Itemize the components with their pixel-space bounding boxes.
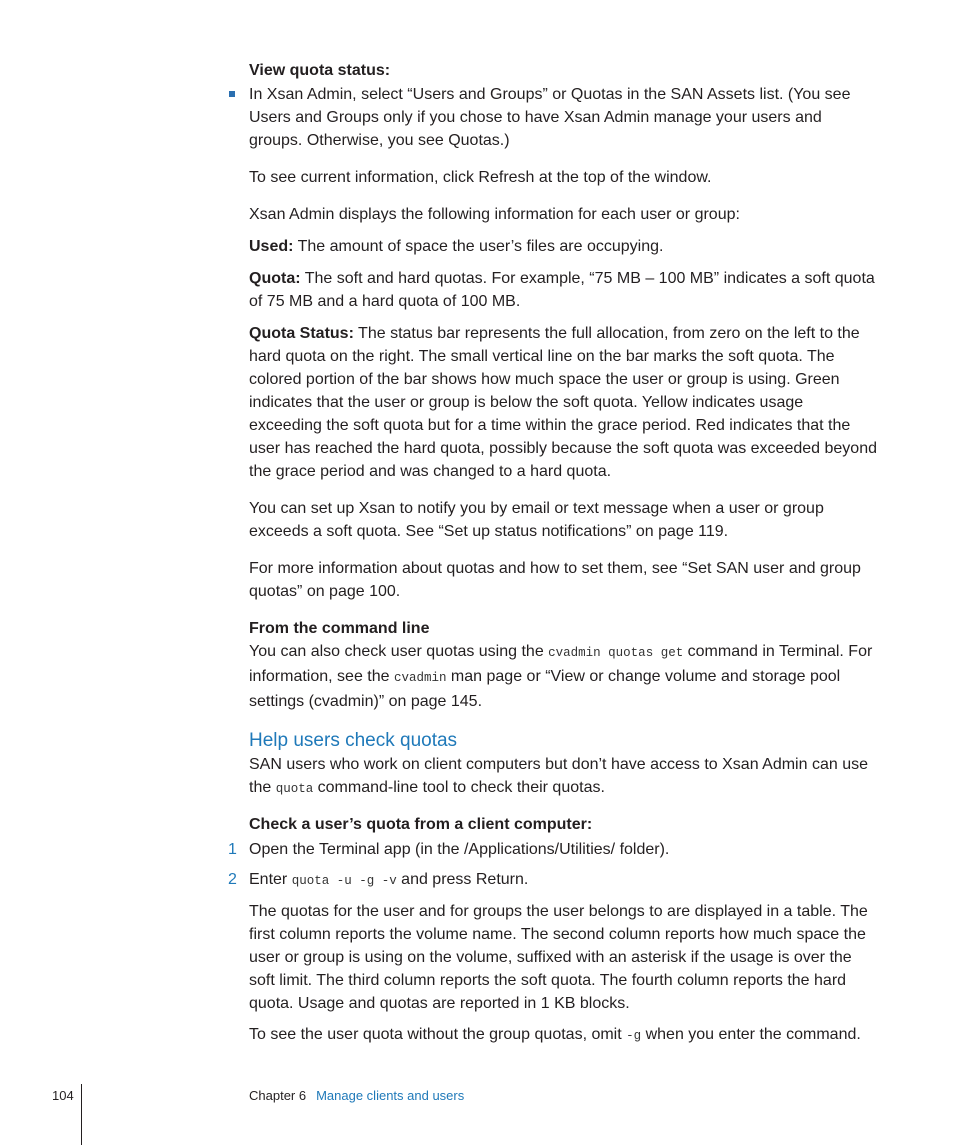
chapter-title: Manage clients and users <box>316 1088 465 1103</box>
step-2-pre: Enter <box>249 871 292 888</box>
bullet-paragraph: In Xsan Admin, select “Users and Groups” or Quotas in the SAN Assets list. (You see Users and Groups only if you chose to have Xsan Admin manage your users and groups. Otherwise, you see Quotas.) <box>249 86 851 149</box>
quota-text: The soft and hard quotas. For example, “75 MB – 100 MB” indicates a soft quota of 75 MB and a hard quota of 100 MB. <box>249 270 875 310</box>
step-2-text <box>249 868 879 893</box>
quota-status-definition <box>249 322 879 483</box>
quota-code: quota <box>275 782 314 796</box>
footer-chapter <box>249 1087 464 1105</box>
check-quota-title: Check a user’s quota from a client computer: <box>249 816 593 833</box>
page-number: 104 <box>52 1088 74 1103</box>
section-heading: Help users check quotas <box>249 730 458 751</box>
command-line-text-2: command in Terminal. For information, see the <box>249 643 873 685</box>
footer-divider <box>81 1084 82 1145</box>
step-2-number: 2 <box>228 871 237 888</box>
step-2-post: and press Return. <box>396 871 529 888</box>
displays-paragraph: Xsan Admin displays the following information for each user or group: <box>249 206 740 223</box>
cvadmin-code: cvadmin <box>393 671 447 685</box>
used-definition <box>249 235 879 258</box>
quota-definition <box>249 267 879 313</box>
bullet-icon <box>229 91 235 97</box>
omit-post: when you enter the command. <box>641 1026 861 1043</box>
help-intro-text-2: command-line tool to check their quotas. <box>313 779 605 796</box>
quota-command-code: quota -u -g -v <box>291 874 397 888</box>
step-1-number: 1 <box>228 841 237 858</box>
quota-status-text: The status bar represents the full allocation, from zero on the left to the hard quota on the right. The small vertical line on the bar marks the soft quota. The colored portion of the bar shows how much space the user or group is using. Green indicates that the user or group is below the soft quota. Yellow indicates usage exceeding the soft quota but for a time within the grace period. Red indicates that the user has reached the hard quota, possibly because the soft quota was exceeded beyond the grace period and was changed to a hard quota. <box>249 325 877 480</box>
used-term: Used: <box>249 238 294 255</box>
cvadmin-quotas-code: cvadmin quotas get <box>548 646 684 660</box>
view-quota-status-title: View quota status: <box>249 62 391 79</box>
omit-pre: To see the user quota without the group quotas, omit <box>249 1026 627 1043</box>
more-info-paragraph: For more information about quotas and how to set them, see “Set SAN user and group quotas” on page 100. <box>249 560 861 600</box>
command-line-title: From the command line <box>249 620 430 637</box>
chapter-label: Chapter 6 <box>249 1088 307 1103</box>
quota-term: Quota: <box>249 270 301 287</box>
table-description-paragraph: The quotas for the user and for groups the user belongs to are displayed in a table. The first column reports the volume name. The second column reports how much space the user or group is using on the volume, suffixed with an asterisk if the usage is over the soft limit. The third column reports the soft quota. The fourth column reports the hard quota. Usage and quotas are reported in 1 KB blocks. <box>249 903 868 1012</box>
refresh-paragraph: To see current information, click Refresh at the top of the window. <box>249 169 712 186</box>
help-intro-text-1: SAN users who work on client computers but don’t have access to Xsan Admin can use the <box>249 756 868 796</box>
command-line-text-1: You can also check user quotas using the <box>249 643 549 660</box>
command-line-paragraph <box>249 640 879 713</box>
used-text: The amount of space the user’s files are occupying. <box>297 238 664 255</box>
step-1-text: Open the Terminal app (in the /Applications/Utilities/ folder). <box>249 841 670 858</box>
g-flag-code: -g <box>626 1029 642 1043</box>
command-line-text-3: man page or “View or change volume and storage pool settings (cvadmin)” on page 145. <box>249 668 841 710</box>
help-intro-paragraph <box>249 753 879 801</box>
omit-paragraph <box>249 1023 879 1048</box>
notify-paragraph: You can set up Xsan to notify you by email or text message when a user or group exceeds a soft quota. See “Set up status notifications” on page 119. <box>249 500 824 540</box>
quota-status-term: Quota Status: <box>249 325 354 342</box>
